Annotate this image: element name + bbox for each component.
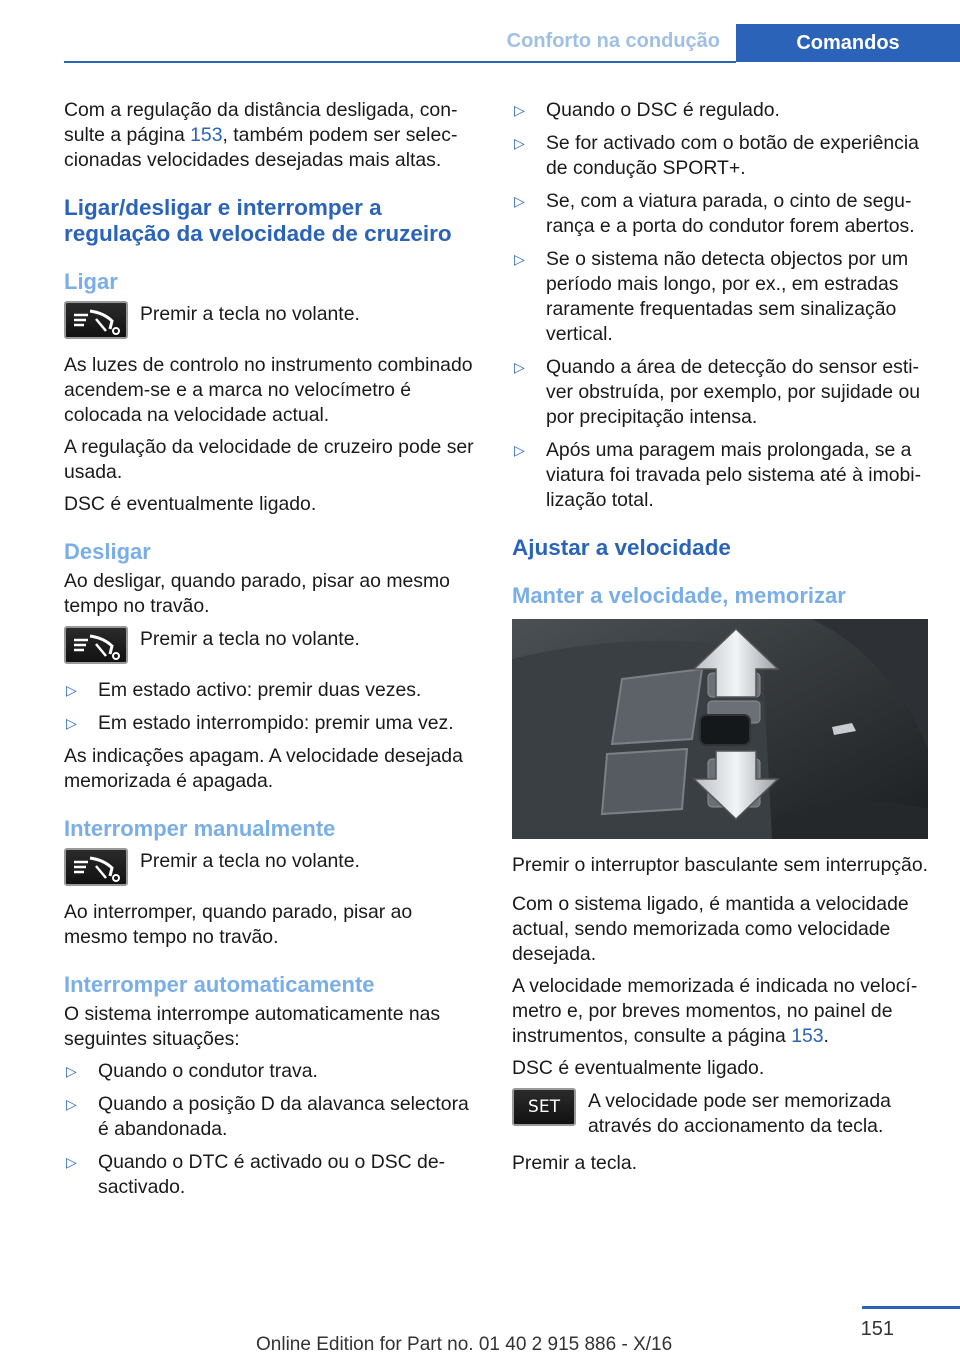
key-instruction-manual: Premir a tecla no volante. (64, 848, 476, 888)
desligar-text-2: As indicações apagam. A velocidade desejada memorizada é apagada. (64, 745, 463, 792)
auto-text-1: O sistema interrompe automaticamente nas seguintes situações: (64, 1003, 441, 1050)
key-instruction-set: SET A velocidade pode ser memorizada através do accionamento da tecla. (512, 1088, 930, 1139)
heading-desligar: Desligar (64, 539, 151, 564)
list-item: ▷ Em estado interrompido: premir uma vez. (66, 712, 454, 734)
heading-ligar: Ligar (64, 269, 118, 294)
rocker-text: Premir o interruptor basculante sem interrupção. (512, 854, 929, 876)
speed-memorized-text: A velocidade memorizada é indicada no velocímetro e, por breves momentos, no painel de instrumentos, consulte a página 153. (512, 975, 918, 1047)
bullet-triangle-icon: ▷ (514, 251, 525, 267)
header-section-title: Conforto na condução (506, 30, 720, 52)
list-item: ▷ Em estado activo: premir duas vezes. (66, 679, 422, 701)
bullet-triangle-icon: ▷ (66, 1096, 77, 1112)
bullet-triangle-icon: ▷ (514, 193, 525, 209)
ligar-text-2: A regulação da velocidade de cruzeiro pode ser usada. (64, 436, 474, 483)
list-item: ▷ Quando a posição D da alavanca selectora é abandonada. (66, 1093, 469, 1140)
header-rule (64, 61, 736, 63)
page-link-153[interactable]: 153 (190, 124, 223, 146)
bullet-triangle-icon: ▷ (514, 442, 525, 458)
page-link-153[interactable]: 153 (791, 1025, 824, 1047)
bullet-triangle-icon: ▷ (514, 359, 525, 375)
manual-text-1: Ao interromper, quando parado, pisar ao mesmo tempo no travão. (64, 901, 413, 948)
heading-interromper-manual: Interromper manualmente (64, 816, 336, 841)
right-column (512, 98, 930, 1183)
intro-paragraph: Com a regulação da distância desligada, consulte a página 153, também podem ser seleccionadas velocidades desejadas mais altas. (64, 99, 458, 171)
list-item: ▷ Quando o DTC é activado ou o DSC desactivado. (66, 1151, 446, 1198)
left-column (64, 98, 476, 1208)
page-number: 151 (860, 1318, 894, 1340)
bullet-triangle-icon: ▷ (66, 1154, 77, 1170)
page-header (0, 0, 960, 62)
list-item: ▷ Quando a área de detecção do sensor estiver obstruída, por exemplo, por sujidade ou por precipitação intensa. (514, 356, 921, 428)
set-key-icon: SET (512, 1088, 576, 1126)
desligar-list (64, 678, 476, 736)
list-item: ▷ Após uma paragem mais prolongada, se a viatura foi travada pelo sistema até à imobilização total. (514, 439, 922, 511)
bullet-triangle-icon: ▷ (66, 1063, 77, 1079)
list-item: ▷ Se, com a viatura parada, o cinto de segurança e a porta do condutor forem abertos. (514, 190, 915, 237)
heading-switch-cruise-control: Ligar/desligar e interromper a regulação da velocidade de cruzeiro (64, 195, 452, 246)
key-instruction-desligar: Premir a tecla no volante. (64, 626, 476, 666)
list-item: ▷ Se for activado com o botão de experiência de condução SPORT+. (514, 132, 919, 179)
cruise-control-key-icon (64, 301, 128, 339)
dsc-text: DSC é eventualmente ligado. (512, 1057, 765, 1079)
heading-ajustar-velocidade: Ajustar a velocidade (512, 535, 731, 560)
press-key-text: Premir a tecla. (512, 1152, 637, 1174)
cruise-control-key-icon (64, 848, 128, 886)
heading-interromper-auto: Interromper automaticamente (64, 972, 375, 997)
header-chapter-tab: Comandos (736, 24, 960, 62)
cruise-control-key-icon (64, 626, 128, 664)
steering-wheel-rocker-switch-image (512, 619, 928, 839)
speed-kept-text: Com o sistema ligado, é mantida a velocidade actual, sendo memorizada como velocidade desejada. (512, 893, 909, 965)
auto-list (64, 1059, 476, 1200)
heading-manter-velocidade: Manter a velocidade, memorizar (512, 583, 846, 608)
auto-list-continued (512, 98, 930, 513)
bullet-triangle-icon: ▷ (66, 682, 77, 698)
footer-edition: Online Edition for Part no. 01 40 2 915 886 - X/16 (256, 1334, 673, 1355)
footer-rule (862, 1306, 960, 1309)
list-item: ▷ Quando o condutor trava. (66, 1060, 318, 1082)
bullet-triangle-icon: ▷ (514, 102, 525, 118)
desligar-text-1: Ao desligar, quando parado, pisar ao mesmo tempo no travão. (64, 570, 450, 617)
bullet-triangle-icon: ▷ (66, 715, 77, 731)
key-instruction-ligar: Premir a tecla no volante. (64, 301, 476, 341)
ligar-text-3: DSC é eventualmente ligado. (64, 493, 317, 515)
list-item: ▷ Se o sistema não detecta objectos por um período mais longo, por ex., em estradas raramente frequentadas sem sinalização vertical. (514, 248, 909, 345)
ligar-text-1: As luzes de controlo no instrumento combinado acendem-se e a marca no velocímetro é colocada na velocidade actual. (64, 354, 473, 426)
bullet-triangle-icon: ▷ (514, 135, 525, 151)
list-item: ▷ Quando o DSC é regulado. (514, 99, 780, 121)
